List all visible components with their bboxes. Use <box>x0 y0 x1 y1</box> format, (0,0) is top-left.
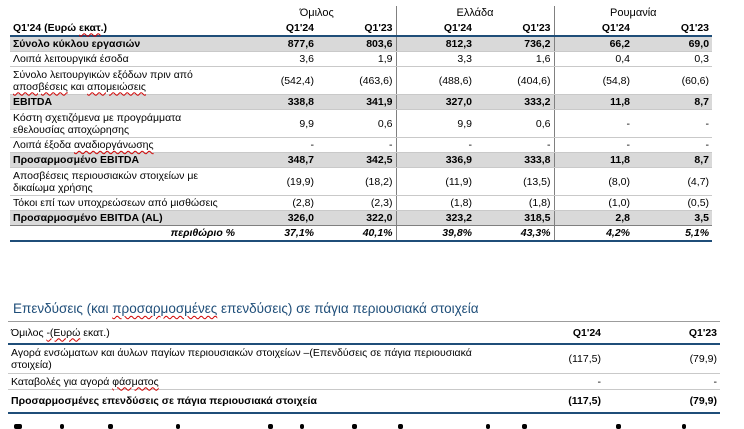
row-label: Προσαρμοσμένο EBITDA (AL) <box>10 211 238 226</box>
row-value: 333,2 <box>475 95 554 110</box>
row-value: 11,8 <box>554 95 633 110</box>
row-value: 3,6 <box>238 52 317 67</box>
row-value: 0,6 <box>475 110 554 138</box>
row-label: Προσαρμοσμένο EBITDA <box>10 153 238 168</box>
row-value: 37,1% <box>238 226 317 242</box>
financial-results-table <box>10 6 712 242</box>
row-label: Σύνολο κύκλου εργασιών <box>10 36 238 52</box>
row-value: - <box>633 138 712 153</box>
row-value: 69,0 <box>633 36 712 52</box>
row-value: 326,0 <box>238 211 317 226</box>
row-value: 9,9 <box>238 110 317 138</box>
row-value: 342,5 <box>317 153 396 168</box>
table-row <box>10 196 712 211</box>
cut-off-text-line <box>0 423 744 429</box>
table-title: Q1'24 (Ευρώ εκατ.) <box>10 20 238 36</box>
row-value: 338,8 <box>238 95 317 110</box>
row-value: (13,5) <box>475 168 554 196</box>
row-label: EBITDA <box>10 95 238 110</box>
row-value: 43,3% <box>475 226 554 242</box>
period-header: Q1'23 <box>604 322 720 345</box>
row-value: 3,5 <box>633 211 712 226</box>
period-header: Q1'23 <box>475 20 554 36</box>
row-value: (60,6) <box>633 67 712 95</box>
row-value: 322,0 <box>317 211 396 226</box>
row-value: 9,9 <box>396 110 475 138</box>
row-value: (0,5) <box>633 196 712 211</box>
row-label: Τόκοι επί των υποχρεώσεων από μισθώσεις <box>10 196 238 211</box>
table-row <box>10 52 712 67</box>
table-row <box>10 211 712 226</box>
row-value: (79,9) <box>604 344 720 374</box>
row-value: 736,2 <box>475 36 554 52</box>
capex-table <box>8 321 720 414</box>
row-value: 327,0 <box>396 95 475 110</box>
row-value: (1,0) <box>554 196 633 211</box>
period-header: Q1'24 <box>554 20 633 36</box>
row-label: Λοιπά έξοδα αναδιοργάνωσης <box>10 138 238 153</box>
row-value: (8,0) <box>554 168 633 196</box>
total-row <box>8 390 720 414</box>
table-row <box>10 67 712 95</box>
table-row <box>10 36 712 52</box>
row-value: 4,2% <box>554 226 633 242</box>
row-label: Λοιπά λειτουργικά έσοδα <box>10 52 238 67</box>
row-value: 812,3 <box>396 36 475 52</box>
row-value: (2,3) <box>317 196 396 211</box>
row-value: 336,9 <box>396 153 475 168</box>
row-label: Αγορά ενσώματων και άυλων παγίων περιουσιακών στοιχείων –(Επενδύσεις σε πάγια περιουσιακά στοιχεία) <box>8 344 488 374</box>
row-value: - <box>317 138 396 153</box>
row-value: 66,2 <box>554 36 633 52</box>
row-value: 8,7 <box>633 95 712 110</box>
row-value: 348,7 <box>238 153 317 168</box>
table-row <box>10 110 712 138</box>
row-value: 323,2 <box>396 211 475 226</box>
period-header-row <box>10 20 712 36</box>
row-value: (11,9) <box>396 168 475 196</box>
row-label: Κόστη σχετιζόμενα με προγράμματα εθελουσίας αποχώρησης <box>10 110 238 138</box>
group-header-greece: Ελλάδα <box>396 6 554 20</box>
row-value: - <box>554 138 633 153</box>
row-value: 333,8 <box>475 153 554 168</box>
group-header-row <box>10 6 712 20</box>
row-value: (542,4) <box>238 67 317 95</box>
table-row <box>10 153 712 168</box>
row-value: - <box>633 110 712 138</box>
row-value: (2,8) <box>238 196 317 211</box>
row-value: (117,5) <box>488 390 604 414</box>
row-value: 341,9 <box>317 95 396 110</box>
row-value: (488,6) <box>396 67 475 95</box>
period-header: Q1'24 <box>488 322 604 345</box>
row-label: Αποσβέσεις περιουσιακών στοιχείων με δικαίωμα χρήσης <box>10 168 238 196</box>
row-value: - <box>475 138 554 153</box>
capex-header-label: Όμιλος -(Ευρώ εκατ.) <box>8 322 488 345</box>
row-value: (117,5) <box>488 344 604 374</box>
section-heading: Επενδύσεις (και προσαρμοσμένες επενδύσεις) σε πάγια περιουσιακά στοιχεία <box>13 301 479 316</box>
row-value: (1,8) <box>475 196 554 211</box>
capex-header-row <box>8 322 720 345</box>
row-label: περιθώριο % <box>10 226 238 242</box>
row-value: 1,6 <box>475 52 554 67</box>
table-row <box>10 168 712 196</box>
table-row <box>10 95 712 110</box>
row-value: 40,1% <box>317 226 396 242</box>
group-header-group: Όμιλος <box>299 7 334 19</box>
row-value: 1,9 <box>317 52 396 67</box>
row-value: 3,3 <box>396 52 475 67</box>
row-value: - <box>488 374 604 390</box>
row-value: 2,8 <box>554 211 633 226</box>
table-row <box>8 344 720 374</box>
group-header-romania: Ρουμανία <box>554 6 712 20</box>
row-value: (1,8) <box>396 196 475 211</box>
row-value: (79,9) <box>604 390 720 414</box>
row-value: 0,6 <box>317 110 396 138</box>
row-label: Σύνολο λειτουργικών εξόδων πριν από αποσβέσεις και απομειώσεις <box>10 67 238 95</box>
row-value: 11,8 <box>554 153 633 168</box>
row-value: 877,6 <box>238 36 317 52</box>
row-label: Καταβολές για αγορά φάσματος <box>8 374 488 390</box>
row-value: 803,6 <box>317 36 396 52</box>
margin-row <box>10 226 712 242</box>
row-value: 8,7 <box>633 153 712 168</box>
table-row <box>10 138 712 153</box>
row-value: 0,3 <box>633 52 712 67</box>
period-header: Q1'23 <box>633 20 712 36</box>
row-value: 0,4 <box>554 52 633 67</box>
row-value: 5,1% <box>633 226 712 242</box>
row-value: (19,9) <box>238 168 317 196</box>
row-value: - <box>554 110 633 138</box>
row-value: (54,8) <box>554 67 633 95</box>
table-title-cell <box>10 6 238 20</box>
row-value: - <box>604 374 720 390</box>
row-value: - <box>238 138 317 153</box>
row-value: (18,2) <box>317 168 396 196</box>
row-value: (404,6) <box>475 67 554 95</box>
period-header: Q1'23 <box>317 20 396 36</box>
row-value: (463,6) <box>317 67 396 95</box>
row-value: - <box>396 138 475 153</box>
period-header: Q1'24 <box>238 20 317 36</box>
row-value: (4,7) <box>633 168 712 196</box>
row-value: 318,5 <box>475 211 554 226</box>
row-value: 39,8% <box>396 226 475 242</box>
row-label: Προσαρμοσμένες επενδύσεις σε πάγια περιουσιακά στοιχεία <box>8 390 488 414</box>
table-row <box>8 374 720 390</box>
period-header: Q1'24 <box>396 20 475 36</box>
